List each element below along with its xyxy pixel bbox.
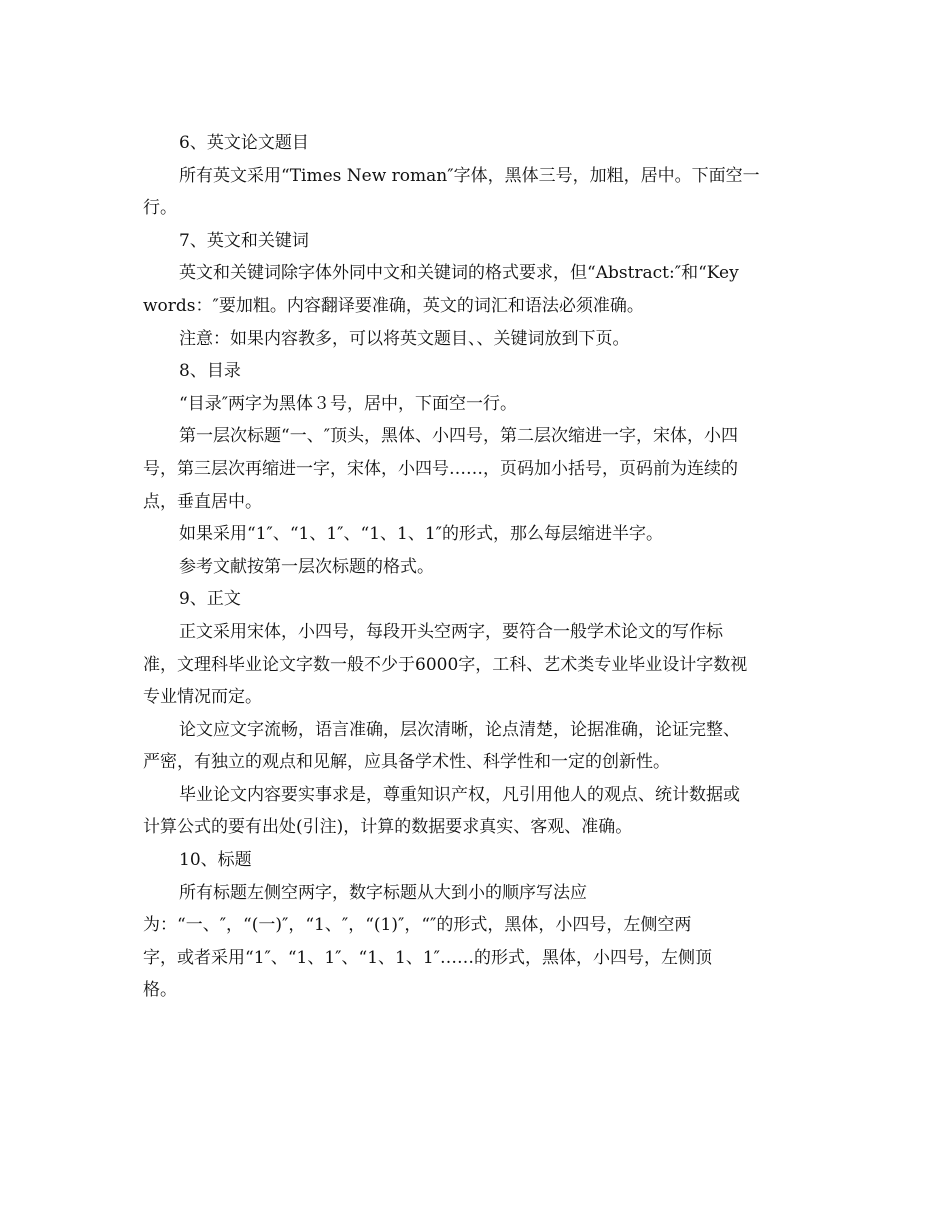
text-line: “目录″两字为黑体３号，居中，下面空一行。 [179, 393, 518, 414]
text-line: 毕业论文内容要实事求是，尊重知识产权，凡引用他人的观点、统计数据或 [179, 784, 740, 805]
paragraph-toc-title [143, 388, 805, 421]
text-line: words：″要加粗。内容翻译要准确，英文的词汇和语法必须准确。 [143, 295, 644, 316]
text-line: 所有标题左侧空两字，数字标题从大到小的顺序写法应 [179, 882, 587, 903]
paragraph-toc-references [143, 551, 805, 584]
text-line: 10、标题 [179, 850, 252, 871]
section-heading-8 [143, 355, 805, 388]
text-line: 正文采用宋体，小四号，每段开头空两字，要符合一般学术论文的写作标 [179, 621, 723, 642]
text-line: 所有英文采用“Times New roman″字体，黑体三号，加粗，居中。下面空一 [179, 165, 760, 186]
paragraph-abstract-keywords [143, 257, 805, 322]
section-heading-10 [143, 844, 805, 877]
text-line: 专业情况而定。 [143, 687, 262, 708]
document-body [143, 127, 805, 1007]
text-line: 格。 [143, 980, 177, 1001]
text-line: 注意：如果内容教多，可以将英文题目、、关键词放到下页。 [179, 328, 630, 349]
text-line: 号，第三层次再缩进一字，宋体，小四号……，页码加小括号，页码前为连续的 [143, 458, 738, 479]
text-line: 英文和关键词除字体外同中文和关键词的格式要求，但“Abstract:″和“Key [179, 263, 739, 284]
text-line: 9、正文 [179, 589, 241, 610]
section-heading-7 [143, 225, 805, 258]
text-line: 8、目录 [179, 361, 241, 382]
text-line: 7、英文和关键词 [179, 230, 309, 251]
text-line: 行。 [143, 198, 177, 219]
text-line: 计算公式的要有出处(引注)，计算的数据要求真实、客观、准确。 [143, 817, 633, 838]
text-line: 论文应文字流畅，语言准确，层次清晰，论点清楚，论据准确，论证完整、 [179, 719, 740, 740]
paragraph-body-format [143, 616, 805, 714]
paragraph-body-citation [143, 779, 805, 844]
text-line: 严密，有独立的观点和见解，应具备学术性、科学性和一定的创新性。 [143, 752, 670, 773]
text-line: 如果采用“1″、“1、1″、“1、1、1″的形式，那么每层缩进半字。 [179, 524, 664, 545]
text-line: 第一层次标题“一、″顶头，黑体、小四号，第二层次缩进一字，宋体，小四 [179, 426, 739, 447]
text-line: 字，或者采用“1″、“1、1″、“1、1、1″……的形式，黑体，小四号，左侧顶 [143, 947, 713, 968]
text-line: 点，垂直居中。 [143, 491, 262, 512]
section-heading-6 [143, 127, 805, 160]
text-line: 为：“一、″，“(一)″，“1、″，“(1)″，“″的形式，黑体，小四号，左侧空两 [143, 915, 692, 936]
text-line: 6、英文论文题目 [179, 133, 309, 153]
paragraph-note [143, 323, 805, 356]
paragraph-body-quality [143, 714, 805, 779]
paragraph-english-title [143, 160, 805, 225]
paragraph-heading-format [143, 877, 805, 1007]
text-line: 准，文理科毕业论文字数一般不少于6000字，工科、艺术类专业毕业设计字数视 [143, 654, 748, 675]
paragraph-toc-numbering [143, 518, 805, 551]
section-heading-9 [143, 583, 805, 616]
paragraph-toc-levels [143, 420, 805, 518]
text-line: 参考文献按第一层次标题的格式。 [179, 556, 434, 577]
